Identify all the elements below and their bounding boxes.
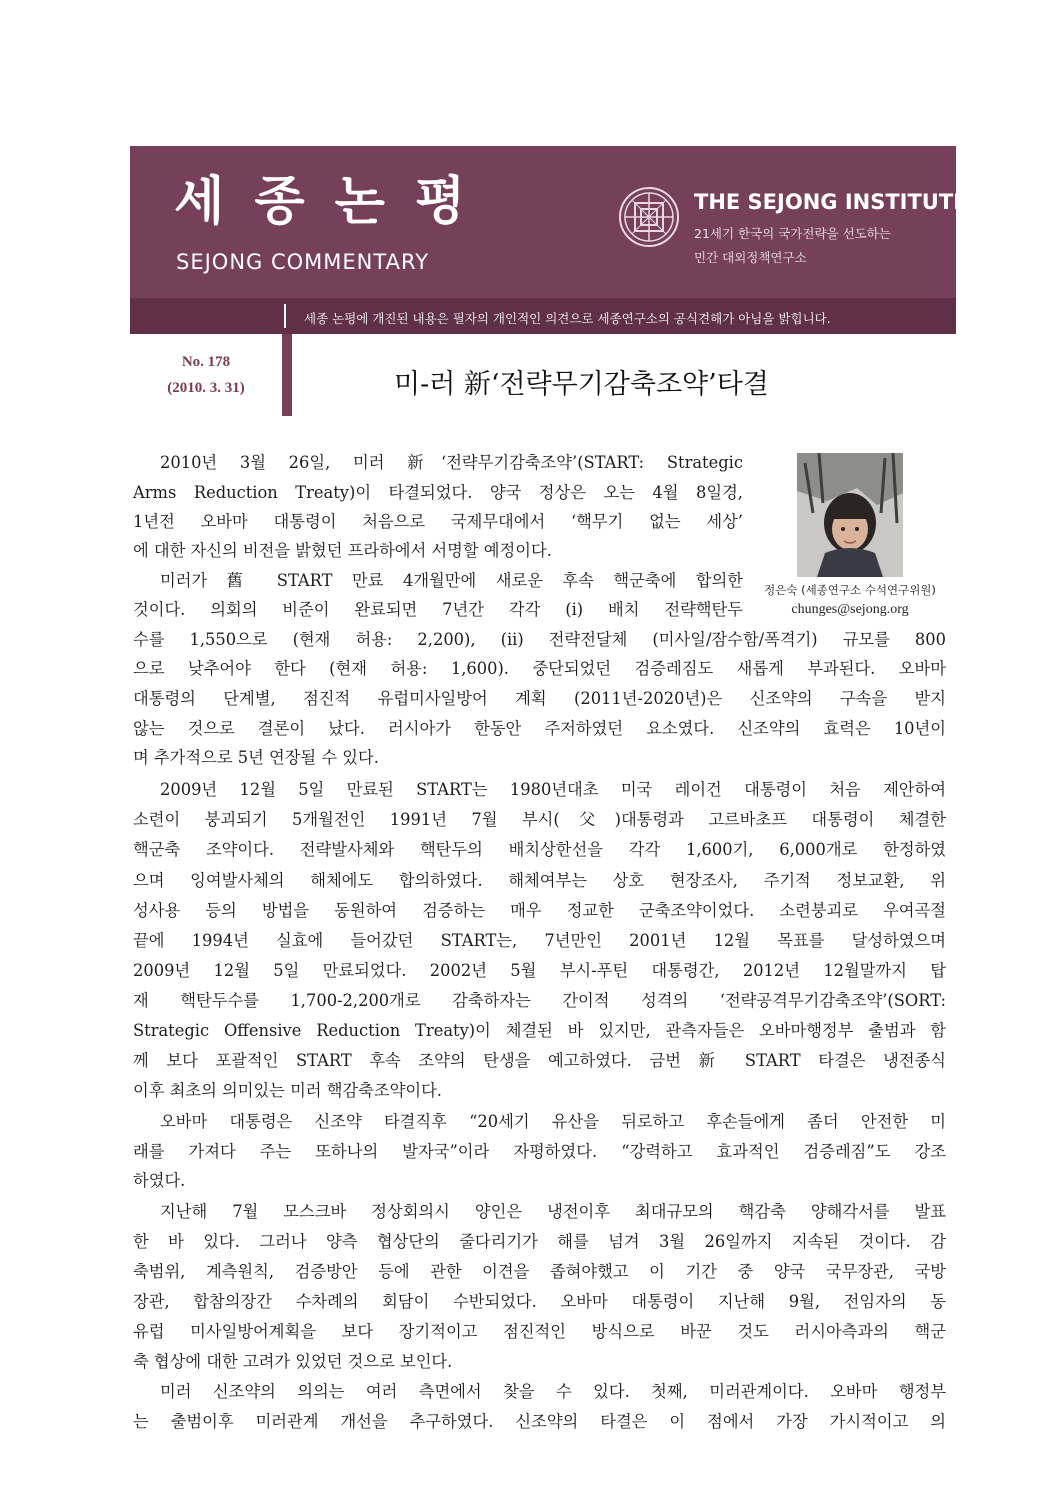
body-line: 2009년 12월 5일 만료되었다. 2002년 5월 부시-푸틴 대통령간, 2012년 12월말까지 탑 [133, 961, 946, 980]
body-line: 유럽 미사일방어계획을 보다 장기적이고 점진적인 방식으로 바꾼 것도 러시아측과의 핵군 [133, 1322, 946, 1341]
institute-tagline-1: 21세기 한국의 국가전략을 선도하는 [694, 226, 891, 241]
body-line: 2009년 12월 5일 만료된 START는 1980년대초 미국 레이건 대통령이 처음 제안하여 [160, 780, 946, 799]
disclaimer-text: 세종 논평에 개진된 내용은 필자의 개인적인 의견으로 세종연구소의 공식견해가 아님을 밝힙니다. [304, 311, 831, 326]
author-caption: 정은숙 (세종연구소 수석연구위원) [764, 583, 936, 597]
body-line: 미러 신조약의 의의는 여러 측면에서 찾을 수 있다. 첫째, 미러관계이다. 오바마 행정부 [160, 1382, 946, 1401]
author-email: chunges@sejong.org [791, 602, 909, 617]
body-line: 미러가 舊 START 만료 4개월만에 새로운 후속 핵군축에 합의한 [160, 571, 743, 590]
issue-number: No. 178 [181, 354, 231, 370]
institute-name: THE SEJONG INSTITUTE [694, 190, 968, 214]
notice-divider [284, 304, 286, 328]
body-line: 소련이 붕괴되기 5개월전인 1991년 7월 부시(父)대통령과 고르바초프 대통령이 체결한 [133, 810, 946, 829]
body-line: 며 추가적으로 5년 연장될 수 있다. [133, 748, 379, 767]
body-line: 으로 낮추어야 한다 (현재 허용: 1,600). 중단되었던 검증레짐도 새롭게 부과된다. 오바마 [133, 659, 946, 678]
sejong-seal-logo-icon [618, 186, 680, 248]
body-line: 수를 1,550으로 (현재 허용: 2,200), (ii) 전략전달체 (미사일/잠수함/폭격기) 규모를 800 [133, 630, 946, 649]
body-line: 1년전 오바마 대통령이 처음으로 국제무대에서 ‘핵무기 없는 세상’ [133, 512, 743, 531]
article-headline: 미-러 新‘전략무기감축조약’타결 [394, 369, 769, 400]
body-line: 않는 것으로 결론이 났다. 러시아가 한동안 주저하였던 요소였다. 신조약의 효력은 10년이 [133, 719, 946, 738]
body-line: Strategic Offensive Reduction Treaty)이 체결된 바 있지만, 관측자들은 오바마행정부 출범과 함 [133, 1021, 946, 1040]
body-line: Arms Reduction Treaty)이 타결되었다. 양국 정상은 오는 4월 8일경, [133, 483, 743, 502]
body-line: 장관, 합참의장간 수차례의 회담이 수반되었다. 오바마 대통령이 지난해 9월, 전임자의 동 [133, 1292, 946, 1311]
commentary-title-ko: 세 종 논 평 [174, 172, 472, 232]
body-line: 께 보다 포괄적인 START 후속 조약의 탄생을 예고하였다. 금번 新 START 타결은 냉전종식 [133, 1051, 946, 1070]
body-line: 래를 가져다 주는 또하나의 발자국”이라 자평하였다. “강력하고 효과적인 검증레짐”도 강조 [133, 1142, 946, 1161]
body-line: 핵군축 조약이다. 전략발사체와 핵탄두의 배치상한선을 각각 1,600기, 6,000개로 한정하였 [133, 840, 946, 859]
body-line: 끝에 1994년 실효에 들어갔던 START는, 7년만인 2001년 12월 목표를 달성하였으며 [133, 931, 946, 950]
body-line: 대통령의 단계별, 점진적 유럽미사일방어 계획 (2011년-2020년)은 신조약의 구속을 받지 [133, 689, 946, 708]
body-line: 것이다. 의회의 비준이 완료되면 7년간 각각 (i) 배치 전략핵탄두 [133, 600, 743, 619]
body-line: 축범위, 계측원칙, 검증방안 등에 관한 이견을 좁혀야했고 이 기간 중 양국 국무장관, 국방 [133, 1262, 946, 1281]
body-line: 축 협상에 대한 고려가 있었던 것으로 보인다. [133, 1352, 453, 1371]
body-line: 재 핵탄두수를 1,700-2,200개로 감축하자는 간이적 성격의 ‘전략공격무기감축조약’(SORT: [133, 991, 946, 1010]
body-line: 지난해 7월 모스크바 정상회의시 양인은 냉전이후 최대규모의 핵감축 양해각서를 발표 [160, 1202, 946, 1221]
body-line: 2010년 3월 26일, 미러 新‘전략무기감축조약’(START: Strategic [160, 453, 743, 472]
body-line: 하였다. [133, 1171, 186, 1190]
body-line: 는 출범이후 미러관계 개선을 추구하였다. 신조약의 타결은 이 점에서 가장 가시적이고 의 [133, 1412, 946, 1431]
body-line: 이후 최초의 의미있는 미러 핵감축조약이다. [133, 1081, 442, 1100]
body-line: 오바마 대통령은 신조약 타결직후 “20세기 유산을 뒤로하고 후손들에게 좀더 안전한 미 [160, 1112, 946, 1131]
issue-divider [282, 334, 292, 416]
body-line: 한 바 있다. 그러나 양측 협상단의 줄다리기가 해를 넘겨 3월 26일까지 지속된 것이다. 감 [133, 1232, 946, 1251]
body-line: 으며 잉여발사체의 해체에도 합의하였다. 해체여부는 상호 현장조사, 주기적 정보교환, 위 [133, 871, 946, 890]
body-line: 에 대한 자신의 비전을 밝혔던 프라하에서 서명할 예정이다. [133, 541, 552, 560]
body-line: 성사용 등의 방법을 동원하여 검증하는 매우 정교한 군축조약이었다. 소련붕괴로 우여곡절 [133, 901, 946, 920]
author-photo [797, 453, 903, 577]
institute-tagline-2: 민간 대외정책연구소 [694, 250, 807, 265]
commentary-title-en: SEJONG COMMENTARY [176, 250, 430, 274]
disclaimer-bar [130, 298, 956, 334]
issue-date: (2010. 3. 31) [167, 380, 245, 396]
